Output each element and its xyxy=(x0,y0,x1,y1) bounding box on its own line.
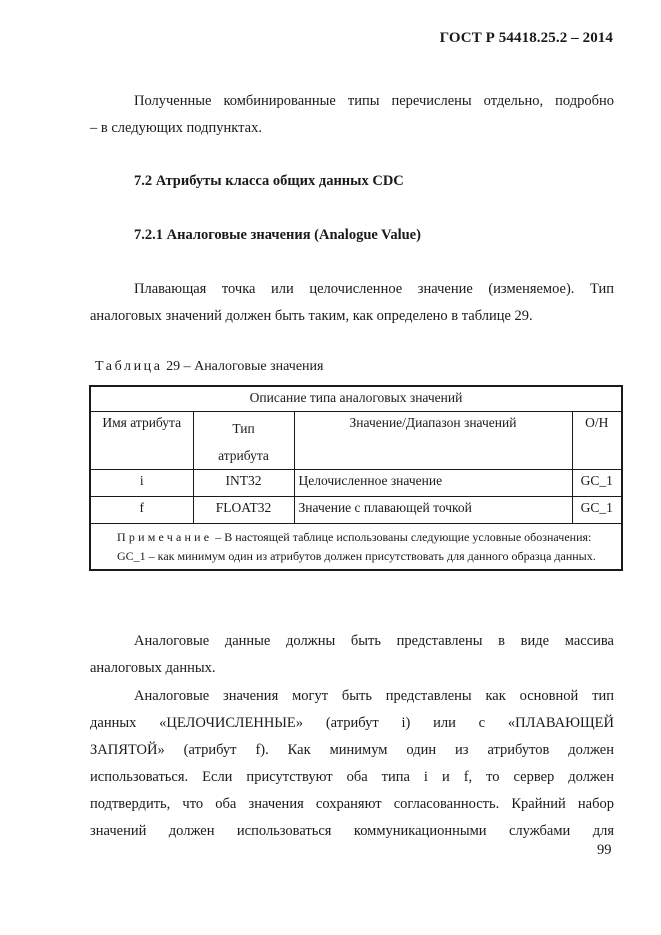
types-line-4: использоваться. Если присутствуют оба типа i и f, то сервер должен xyxy=(90,769,614,785)
intro-line-1: Полученные комбинированные типы перечислены отдельно, подробно xyxy=(134,93,614,109)
array-line-1: Аналоговые данные должны быть представлены в виде массива xyxy=(134,633,614,649)
row-2-name: f xyxy=(90,496,193,523)
types-line-5: подтвердить, что оба значения сохраняют согласованность. Крайний набор xyxy=(90,796,614,812)
types-line-3: ЗАПЯТОЙ» (атрибут f). Как минимум один из атрибутов должен xyxy=(90,742,614,758)
table-row xyxy=(90,469,622,496)
note-text-1: – В настоящей таблице использованы следующие условные обозначения: xyxy=(212,529,592,544)
table-note-row xyxy=(90,523,622,570)
array-line-2: аналоговых данных. xyxy=(90,660,216,676)
intro-line-2: – в следующих подпунктах. xyxy=(90,120,262,136)
row-2-type: FLOAT32 xyxy=(193,496,294,523)
analogue-values-table xyxy=(89,385,623,571)
float-paragraph xyxy=(90,276,614,330)
row-1-mo: GC_1 xyxy=(572,469,622,496)
note-label: Примечание xyxy=(117,529,213,544)
row-2-mo: GC_1 xyxy=(572,496,622,523)
table-row xyxy=(90,496,622,523)
document-header: ГОСТ Р 54418.25.2 – 2014 xyxy=(439,30,613,46)
header-attribute-name: Имя атрибута xyxy=(90,411,193,469)
note-text-2: GC_1 – как минимум один из атрибутов должен присутствовать для данного образца данных. xyxy=(117,548,596,563)
table-caption xyxy=(95,359,323,375)
page-number: 99 xyxy=(597,842,612,858)
table-caption-label: Таблица xyxy=(95,359,163,374)
header-type-line-1: Тип xyxy=(232,420,255,436)
row-1-value: Целочисленное значение xyxy=(294,469,572,496)
table-header-row xyxy=(90,411,622,469)
header-mo: О/Н xyxy=(572,411,622,469)
header-attribute-type xyxy=(193,411,294,469)
float-line-2: аналоговых значений должен быть таким, как определено в таблице 29. xyxy=(90,308,533,324)
table-caption-text: 29 – Аналоговые значения xyxy=(162,359,324,374)
float-line-1: Плавающая точка или целочисленное значение (изменяемое). Тип xyxy=(134,281,614,297)
table-title-cell: Описание типа аналоговых значений xyxy=(90,386,622,411)
array-paragraph xyxy=(90,628,614,682)
header-type-line-2: атрибута xyxy=(218,447,269,463)
row-1-type: INT32 xyxy=(193,469,294,496)
table-title-row xyxy=(90,386,622,411)
types-line-2: данных «ЦЕЛОЧИСЛЕННЫЕ» (атрибут i) или с «ПЛАВАЮЩЕЙ xyxy=(90,715,614,731)
section-heading-7-2-1: 7.2.1 Аналоговые значения (Analogue Value) xyxy=(134,227,421,243)
types-paragraph xyxy=(90,683,614,845)
types-line-6: значений должен использоваться коммуникационными службами для xyxy=(90,823,614,839)
header-value-range: Значение/Диапазон значений xyxy=(294,411,572,469)
intro-paragraph xyxy=(90,88,614,142)
types-line-1: Аналоговые значения могут быть представлены как основной тип xyxy=(134,688,614,704)
row-2-value: Значение с плавающей точкой xyxy=(294,496,572,523)
section-heading-7-2: 7.2 Атрибуты класса общих данных CDC xyxy=(134,173,404,189)
row-1-name: i xyxy=(90,469,193,496)
table-note xyxy=(90,523,622,570)
